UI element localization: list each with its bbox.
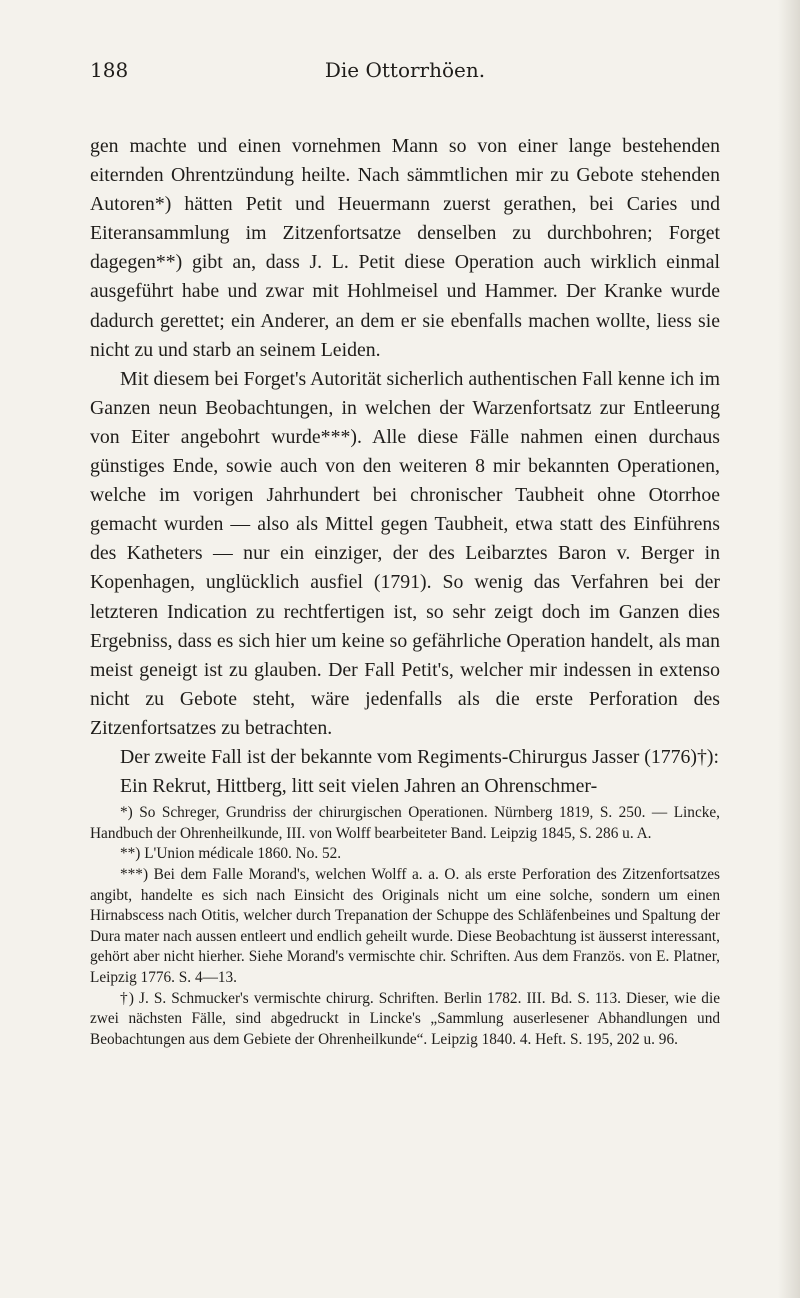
page-edge-shadow xyxy=(778,0,800,1298)
main-text xyxy=(90,132,720,801)
footnote: ***) Bei dem Falle Morand's, welchen Wolff a. a. O. als erste Perforation des Zitzenfortsatzes angibt, handelte es sich nach Einsicht des Originals nicht um eine solche, sondern um einen Hirnabscess nach Otitis, welcher durch Trepanation der Schuppe des Schläfenbeines und Spaltung der Dura mater nach aussen entleert und endlich geheilt wurde. Diese Beobachtung ist äusserst interessant, gehört aber nicht hierher. Siehe Morand's vermischte chir. Schriften. Aus dem Französ. von E. Platner, Leipzig 1776. S. 4—13. xyxy=(90,865,720,986)
running-title: Die Ottorrhöen. xyxy=(324,58,486,82)
paragraph: Der zweite Fall ist der bekannte vom Regiments-Chirurgus Jasser (1776)†): xyxy=(120,745,719,768)
paragraph: Ein Rekrut, Hittberg, litt seit vielen Jahren an Ohrenschmer- xyxy=(120,775,598,798)
page-header xyxy=(90,46,720,86)
page-number: 188 xyxy=(90,58,129,82)
footnotes xyxy=(90,803,720,1050)
paragraph: gen machte und einen vornehmen Mann so von einer lange bestehenden eiternden Ohrentzündung heilte. Nach sämmtlichen mir zu Gebote stehenden Autoren*) hätten Petit und Heuermann zuerst gerathen, bei Caries und Eiteransammlung im Zitzenfortsatze denselben zu durchbohren; Forget dagegen**) gibt an, dass J. L. Petit diese Operation auch wirklich einmal ausgeführt habe und zwar mit Hohlmeisel und Hammer. Der Kranke wurde dadurch gerettet; ein Anderer, an dem er sie ebenfalls machen wollte, liess sie nicht zu und starb an seinem Leiden. xyxy=(90,135,720,361)
footnote: †) J. S. Schmucker's vermischte chirurg. Schriften. Berlin 1782. III. Bd. S. 113. Dieser, wie die zwei nächsten Fälle, sind abgedruckt in Lincke's „Sammlung auserlesener Abhandlungen und Beobachtungen aus dem Gebiete der Ohrenheilkunde“. Leipzig 1840. 4. Heft. S. 195, 202 u. 96. xyxy=(90,989,720,1048)
footnote: *) So Schreger, Grundriss der chirurgischen Operationen. Nürnberg 1819, S. 250. — Lincke, Handbuch der Ohrenheilkunde, III. von Wolff bearbeiteter Band. Leipzig 1845, S. 286 u. A. xyxy=(90,804,720,842)
book-page xyxy=(90,46,720,1050)
footnote: **) L'Union médicale 1860. No. 52. xyxy=(120,845,342,863)
paragraph: Mit diesem bei Forget's Autorität sicherlich authentischen Fall kenne ich im Ganzen neun Beobachtungen, in welchen der Warzenfortsatz zur Entleerung von Eiter angebohrt wurde***). Alle diese Fälle nahmen einen durchaus günstiges Ende, sowie auch von den weiteren 8 mir bekannten Operationen, welche im vorigen Jahrhundert bei chronischer Taubheit ohne Otorrhoe gemacht wurden — also als Mittel gegen Taubheit, etwa statt des Einführens des Katheters — nur ein einziger, der des Leibarztes Baron v. Berger in Kopenhagen, unglücklich ausfiel (1791). So wenig das Verfahren bei der letzteren Indication zu rechtfertigen ist, so sehr zeigt doch im Ganzen dies Ergebniss, dass es sich hier um keine so gefährliche Operation handelt, als man meist geneigt ist zu glauben. Der Fall Petit's, welcher mir indessen in extenso nicht zu Gebote steht, wäre jedenfalls als die erste Perforation des Zitzenfortsatzes zu betrachten. xyxy=(90,367,720,739)
